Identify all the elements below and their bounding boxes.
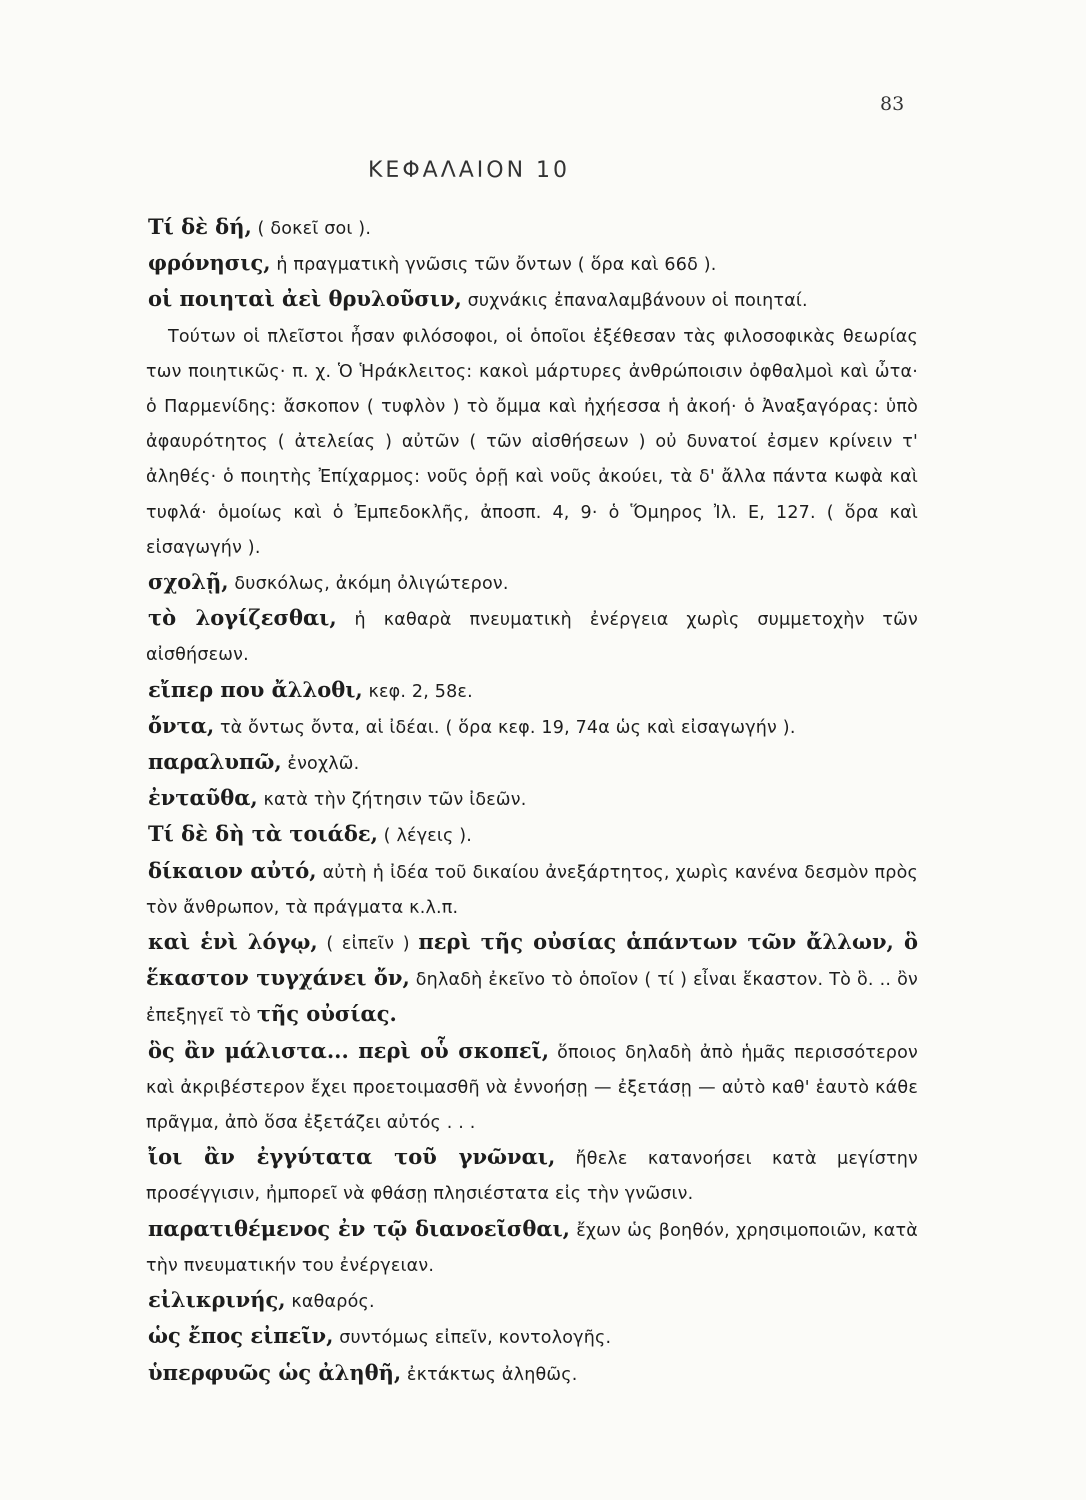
entry-hyperfyos <box>146 1356 918 1392</box>
gloss: κεφ. 2, 58ε. <box>362 681 473 702</box>
gloss: συντόμως εἰπεῖν, κοντολογῆς. <box>333 1328 612 1349</box>
chapter-title: ΚΕΦΑΛΑΙΟΝ 10 <box>368 158 571 183</box>
headword: ἐνταῦθα, <box>148 785 258 811</box>
entry-ti-de-ta-toiade <box>146 817 918 853</box>
gloss: ἡ πραγματικὴ γνῶσις τῶν ὄντων ( ὅρα καὶ 66δ ). <box>270 255 717 276</box>
gloss: δηλαδὴ ἐκεῖνο τὸ ὁποῖον ( τί ) εἶναι ἕκαστον. Τὸ ὃ. .. ὂν ἐπεξηγεῖ τὸ <box>146 970 919 1027</box>
entry-kai-heni-logo <box>146 925 918 1034</box>
headword: παρατιθέμενος ἐν τῷ διανοεῖσθαι, <box>148 1215 570 1241</box>
gloss: ( λέγεις ). <box>377 826 473 847</box>
entry-entautha <box>146 781 918 817</box>
gloss: συχνάκις ἐπαναλαμβάνουν οἱ ποιηταί. <box>461 291 808 312</box>
glossary-text <box>146 210 918 1392</box>
commentary-text: Τούτων οἱ πλεῖστοι ἦσαν φιλόσοφοι, οἱ ὁποῖοι ἐξέθεσαν τὰς φιλοσοφικὰς θεωρίας των ποιητικῶς· π. χ. Ὁ Ἡράκλειτος: κακοὶ μάρτυρες ἀνθρώποισιν ὀφθαλμοὶ καὶ ὦτα· ὁ Παρμενίδης: ἄσκοπον ( τυφλὸν ) τὸ ὄμμα καὶ ἠχήεσσα ἡ ἀκοή· ὁ Ἀναξαγόρας: ὑπὸ ἀφαυρότητος ( ἀτελείας ) αὐτῶν ( τῶν αἰσθήσεων ) οὐ δυνατοί ἐσμεν κρίνειν τ' ἀληθές· ὁ ποιητὴς Ἐπίχαρμος: νοῦς ὁρῇ καὶ νοῦς ἀκούει, τὰ δ' ἄλλα πάντα κωφὰ καὶ τυφλά· ὁμοίως καὶ ὁ Ἐμπεδοκλῆς, ἀποσπ. 4, 9· ὁ Ὅμηρος Ἰλ. Ε, 127. ( ὅρα καὶ εἰσαγωγήν ). <box>146 326 918 558</box>
gloss: ἡ καθαρὰ πνευματικὴ ἐνέργεια χωρὶς συμμετοχὴν τῶν αἰσθήσεων. <box>146 610 918 666</box>
entry-schole <box>146 565 918 601</box>
gloss: ἐκτάκτως ἀληθῶς. <box>401 1364 578 1385</box>
commentary-paragraph <box>146 319 918 565</box>
entry-onta <box>146 709 918 745</box>
entry-hos-an <box>146 1034 918 1141</box>
headword: οἱ ποιηταὶ ἀεὶ θρυλοῦσιν, <box>148 286 462 312</box>
entry-ti-de-de <box>146 210 918 246</box>
gloss: ( δοκεῖ σοι ). <box>251 219 372 239</box>
gloss: ἐνοχλῶ. <box>281 754 360 775</box>
gloss: ὅποιος δηλαδὴ ἀπὸ ἡμᾶς περισσότερον καὶ ἀκριβέστερον ἔχει προετοιμασθῆ νὰ ἐννοήσῃ — ἐξετάσῃ — αὐτὸ καθ' ἑαυτὸ κάθε πρᾶγμα, ἀπὸ ὅσα ἐξετάζει αὐτός . . . <box>146 1042 918 1134</box>
entry-logizesthai <box>146 601 918 672</box>
entry-eiper <box>146 673 918 709</box>
headword: εἴπερ που ἄλλοθι, <box>148 676 363 702</box>
gloss: κατὰ τὴν ζήτησιν τῶν ἰδεῶν. <box>257 790 527 811</box>
gloss: ( εἰπεῖν ) <box>317 934 419 955</box>
gloss: καθαρός. <box>285 1292 375 1313</box>
headword: σχολῇ, <box>148 569 229 595</box>
headword: ὡς ἔπος εἰπεῖν, <box>148 1323 334 1349</box>
entry-dikaion <box>146 854 918 925</box>
entry-fronesis <box>146 246 918 282</box>
headword: δίκαιον αὐτό, <box>148 857 317 883</box>
gloss: τὰ ὄντως ὄντα, αἱ ἰδέαι. ( ὅρα κεφ. 19, 74α ὡς καὶ εἰσαγωγήν ). <box>214 717 796 738</box>
entry-hos-epos <box>146 1319 918 1355</box>
gloss: ἤθελε κατανοήσει κατὰ μεγίστην προσέγγισιν, ἠμπορεῖ νὰ φθάσῃ πλησιέστατα εἰς τὴν γνῶσιν. <box>146 1149 918 1205</box>
headword: περὶ τῆς οὐσίας ἁπάντων τῶν ἄλλων, ὃ ἕκαστον τυγχάνει ὄν, <box>146 929 918 991</box>
headword: τὸ λογίζεσθαι, <box>148 605 337 631</box>
page-number: 83 <box>880 93 905 115</box>
entry-poietai <box>146 282 918 318</box>
gloss: δυσκόλως, ἀκόμη ὀλιγώτερον. <box>228 574 509 595</box>
headword: Τί δὲ δή, <box>148 214 252 239</box>
entry-paralupo <box>146 745 918 781</box>
headword: τῆς οὐσίας. <box>256 1001 397 1027</box>
headword: ἴοι ἂν ἐγγύτατα τοῦ γνῶναι, <box>148 1144 556 1170</box>
headword: Τί δὲ δὴ τὰ τοιάδε, <box>148 821 378 847</box>
headword: καὶ ἑνὶ λόγῳ, <box>148 929 318 955</box>
entry-paratithemenos <box>146 1212 918 1283</box>
headword: ὃς ἂν μάλιστα... περὶ οὗ σκοπεῖ, <box>148 1037 550 1063</box>
gloss: αὐτὴ ἡ ἰδέα τοῦ δικαίου ἀνεξάρτητος, χωρὶς κανένα δεσμὸν πρὸς τὸν ἄνθρωπον, τὰ πράγματα κ.λ.π. <box>146 862 918 918</box>
entry-eilikrines <box>146 1283 918 1319</box>
headword: παραλυπῶ, <box>148 749 282 775</box>
headword: ὑπερφυῶς ὡς ἀληθῆ, <box>148 1359 402 1385</box>
headword: φρόνησις, <box>148 250 271 276</box>
gloss: ἔχων ὡς βοηθόν, χρησιμοποιῶν, κατὰ τὴν πνευματικήν του ἐνέργειαν. <box>146 1220 918 1276</box>
headword: εἰλικρινής, <box>148 1287 286 1313</box>
entry-ioi-an <box>146 1140 918 1211</box>
headword: ὄντα, <box>148 712 215 738</box>
